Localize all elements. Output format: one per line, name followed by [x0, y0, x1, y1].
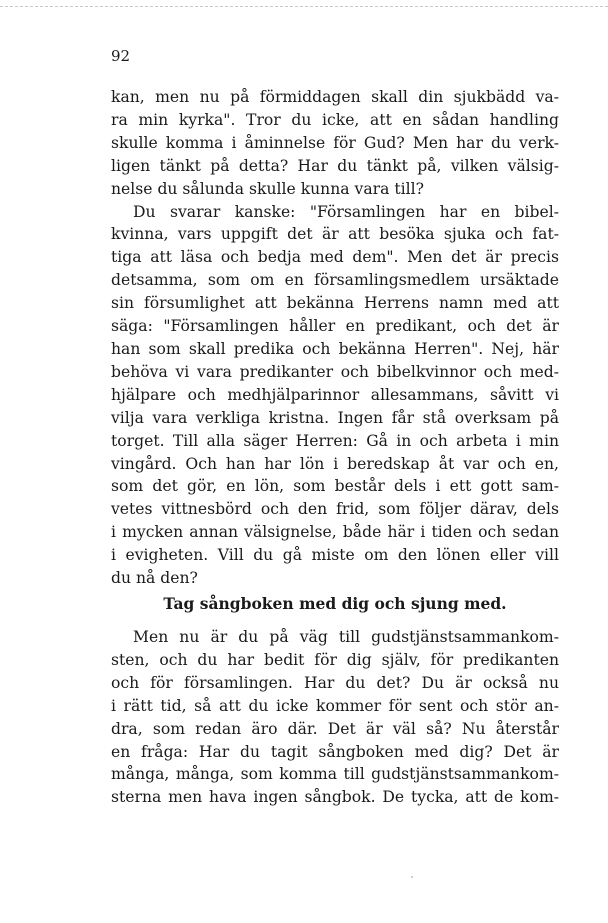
text-line: behöva vi vara predikanter och bibelkvinnor och med- — [111, 362, 559, 381]
text-line: i evigheten. Vill du gå miste om den lönen eller vill — [111, 546, 559, 565]
page-number: 92 — [111, 47, 131, 65]
text-line: tiga att läsa och bedja med dem". Men det är precis — [111, 248, 559, 267]
text-line: kvinna, vars uppgift det är att besöka sjuka och fat- — [111, 225, 559, 244]
text-line: sterna men hava ingen sångbok. De tycka, att de kom- — [111, 788, 559, 807]
text-line: Men nu är du på väg till gudstjänstsammankom- — [133, 628, 559, 646]
text-line: nelse du sålunda skulle kunna vara till? — [111, 179, 424, 198]
text-line: dra, som redan äro där. Det är väl så? Nu återstår — [111, 719, 559, 738]
section-heading: Tag sångboken med dig och sjung med. — [163, 594, 507, 613]
text-line: torget. Till alla säger Herren: Gå in och arbeta i min — [111, 431, 559, 450]
text-line: vingård. Och han har lön i beredskap åt var och en, — [111, 454, 559, 473]
text-line: säga: "Församlingen håller en predikant, och det är — [111, 317, 559, 336]
paper-speck — [411, 876, 413, 878]
text-line: du nå den? — [111, 569, 198, 588]
text-line: han som skall predika och bekänna Herren". Nej, här — [111, 339, 559, 358]
body-text-after-heading — [111, 626, 559, 809]
text-line: sten, och du har bedit för dig själv, för predikanten — [111, 650, 559, 669]
text-line: vilja vara verkliga kristna. Ingen får stå overksam på — [111, 408, 559, 427]
text-line: ligen tänkt på detta? Har du tänkt på, vilken välsig- — [111, 156, 559, 175]
text-line: hjälpare och medhjälparinnor allesammans, såvitt vi — [111, 385, 559, 404]
text-line: skulle komma i åminnelse för Gud? Men har du verk- — [111, 133, 559, 152]
text-line: kan, men nu på förmiddagen skall din sjukbädd va- — [111, 88, 559, 106]
body-text-before-heading — [111, 86, 559, 590]
text-line: i mycken annan välsignelse, både här i tiden och sedan — [111, 523, 559, 542]
text-line: många, många, som komma till gudstjänstsammankom- — [111, 765, 559, 784]
text-line: sin försumlighet att bekänna Herrens namn med att — [111, 294, 559, 313]
text-line: en fråga: Har du tagit sångboken med dig? Det är — [111, 742, 559, 761]
top-edge-rule — [0, 6, 608, 7]
text-line: vetes vittnesbörd och den frid, som följer därav, dels — [111, 500, 559, 519]
text-line: detsamma, som om en församlingsmedlem ursäktade — [111, 271, 559, 290]
text-line: Du svarar kanske: "Församlingen har en bibel- — [133, 202, 559, 221]
text-line: och för församlingen. Har du det? Du är också nu — [111, 673, 559, 692]
text-line: i rätt tid, så att du icke kommer för sent och stör an- — [111, 696, 559, 715]
text-line: som det gör, en lön, som består dels i ett gott sam- — [111, 477, 559, 496]
text-line: ra min kyrka". Tror du icke, att en sådan handling — [111, 110, 559, 129]
